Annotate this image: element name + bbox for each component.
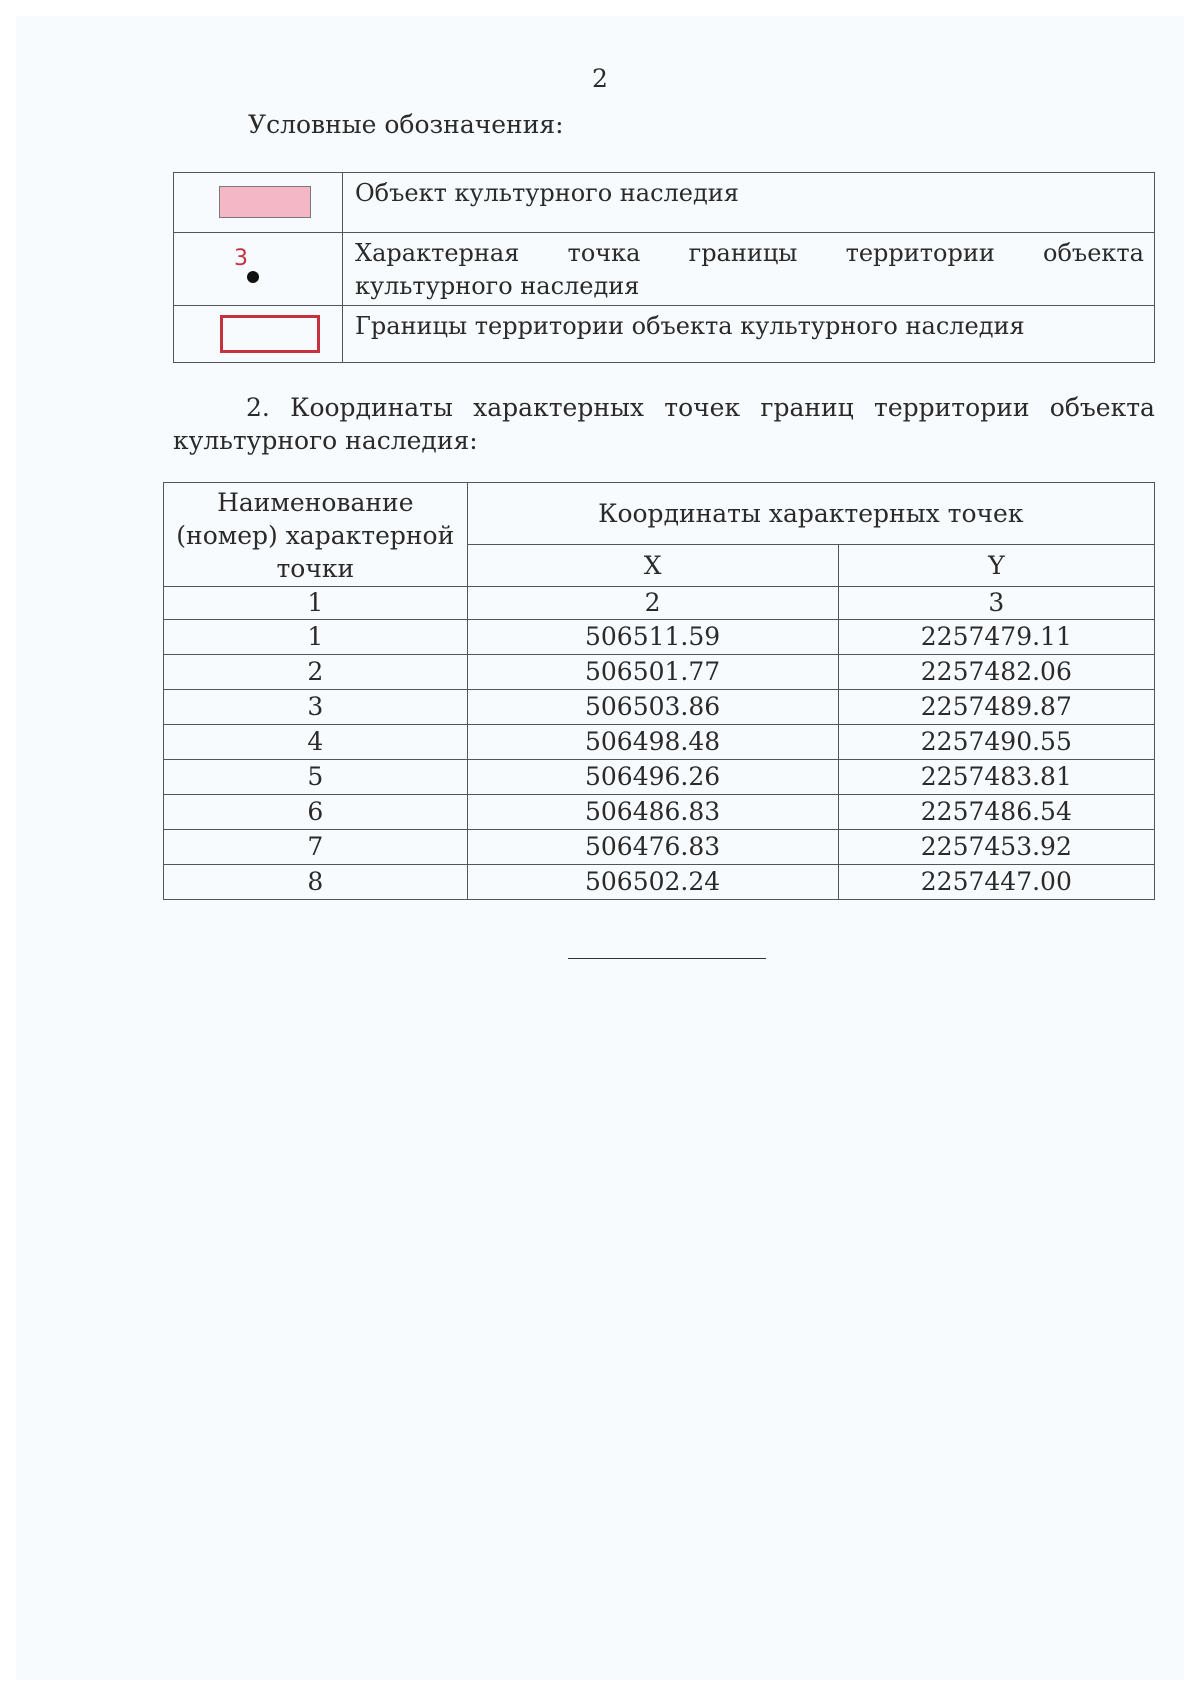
y-value: 2257483.81 <box>838 760 1154 795</box>
legend-symbol-cell <box>174 233 343 306</box>
legend-text: Характерная точка границы территории объекта культурного наследия <box>343 233 1155 306</box>
y-value: 2257453.92 <box>838 830 1154 865</box>
point-number: 8 <box>164 865 468 900</box>
column-number: 3 <box>838 587 1154 620</box>
heading-word: границ <box>760 393 854 422</box>
legend-symbol-cell <box>174 306 343 363</box>
table-row <box>164 655 1155 690</box>
column-number: 2 <box>467 587 838 620</box>
heading-word: 2. <box>246 393 270 422</box>
heading-word: территории <box>874 393 1030 422</box>
point-number: 3 <box>164 690 468 725</box>
y-value: 2257479.11 <box>838 620 1154 655</box>
table-row <box>164 620 1155 655</box>
header-y: Y <box>838 545 1154 587</box>
legend-title: Условные обозначения: <box>248 110 564 139</box>
column-number: 1 <box>164 587 468 620</box>
legend-row-boundary <box>174 306 1155 363</box>
x-value: 506511.59 <box>467 620 838 655</box>
heading-word: объекта <box>1049 393 1155 422</box>
y-value: 2257486.54 <box>838 795 1154 830</box>
legend-table <box>173 172 1155 363</box>
y-value: 2257482.06 <box>838 655 1154 690</box>
point-number: 2 <box>164 655 468 690</box>
point-number: 7 <box>164 830 468 865</box>
table-row <box>164 830 1155 865</box>
x-value: 506486.83 <box>467 795 838 830</box>
legend-text: Границы территории объекта культурного наследия <box>343 306 1155 363</box>
red-frame-icon <box>220 315 320 353</box>
header-coordinates: Координаты характерных точек <box>467 483 1154 545</box>
boundary-point-label: 3 <box>234 246 248 271</box>
x-value: 506503.86 <box>467 690 838 725</box>
boundary-point-icon <box>247 271 259 283</box>
x-value: 506496.26 <box>467 760 838 795</box>
heading-word: характерных <box>473 393 644 422</box>
x-value: 506498.48 <box>467 725 838 760</box>
header-x: X <box>467 545 838 587</box>
y-value: 2257447.00 <box>838 865 1154 900</box>
x-value: 506501.77 <box>467 655 838 690</box>
legend-row-heritage-object <box>174 173 1155 233</box>
page-number: 2 <box>592 64 608 93</box>
header-point-name: Наименование (номер) характерной точки <box>164 483 468 587</box>
section-heading-line2: культурного наследия: <box>173 426 478 455</box>
legend-text: Объект культурного наследия <box>343 173 1155 233</box>
point-number: 6 <box>164 795 468 830</box>
pink-fill-icon <box>219 186 311 218</box>
heading-word: Координаты <box>290 393 453 422</box>
heading-word: точек <box>664 393 741 422</box>
y-value: 2257489.87 <box>838 690 1154 725</box>
column-number-row <box>164 587 1155 620</box>
section-heading-line1 <box>173 391 1155 424</box>
legend-symbol-cell <box>174 173 343 233</box>
end-rule <box>568 958 766 959</box>
table-row <box>164 725 1155 760</box>
coordinates-table <box>163 482 1155 900</box>
table-header-row <box>164 483 1155 545</box>
table-row <box>164 760 1155 795</box>
section-heading <box>173 391 1155 457</box>
x-value: 506502.24 <box>467 865 838 900</box>
table-row <box>164 795 1155 830</box>
point-number: 4 <box>164 725 468 760</box>
legend-row-boundary-point <box>174 233 1155 306</box>
y-value: 2257490.55 <box>838 725 1154 760</box>
table-row <box>164 690 1155 725</box>
point-number: 5 <box>164 760 468 795</box>
x-value: 506476.83 <box>467 830 838 865</box>
point-number: 1 <box>164 620 468 655</box>
table-row <box>164 865 1155 900</box>
